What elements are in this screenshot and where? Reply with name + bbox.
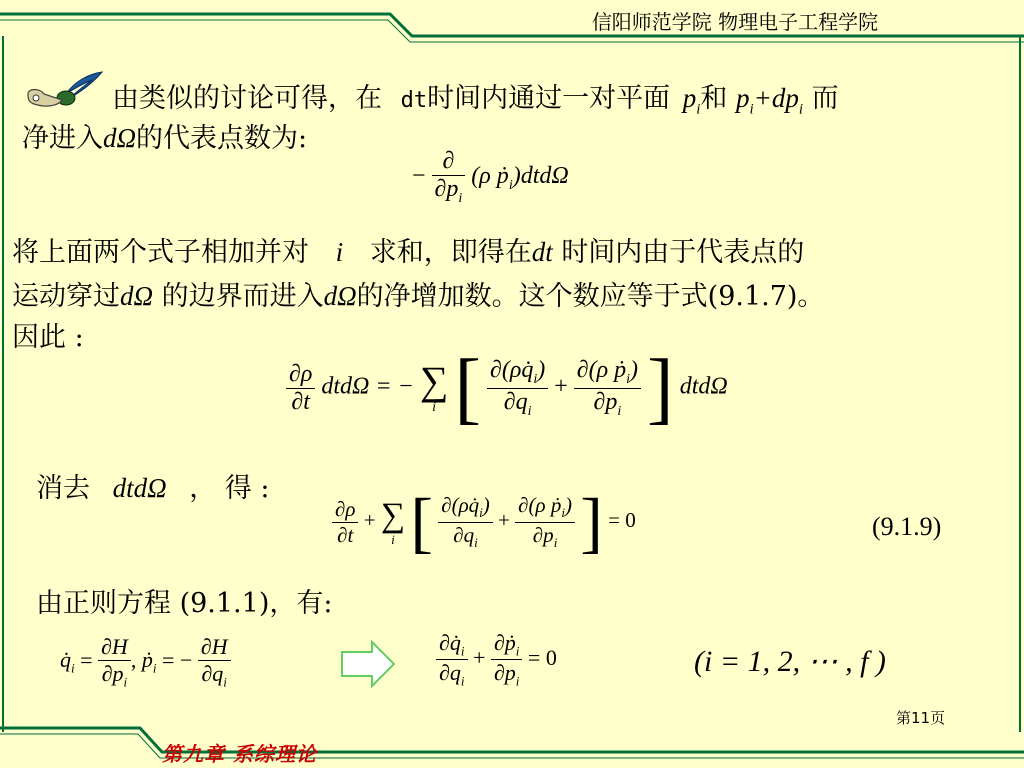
right-arrow-icon xyxy=(340,640,396,688)
paragraph-1-line-2: 净进入dΩ的代表点数为: xyxy=(22,123,308,154)
header-title: 信阳师范学院 物理电子工程学院 xyxy=(591,10,879,34)
paragraph-1-line-1: 由类似的讨论可得，在 dt时间内通过一对平面 $p_i$和 $p_i+dp_i$ 而 xyxy=(112,83,839,118)
equation-canonical: $q̇_i$ = $\frac{\partial H}{\partial p_i}$ , ṗ$_i$ = − $\frac{\partial H}{\partial q_i}$ xyxy=(60,634,231,690)
paragraph-4: 由正则方程 (9.1.1)，有: xyxy=(36,588,333,619)
paragraph-2-line-1: 将上面两个式子相加并对 i 求和，即得在dt 时间内由于代表点的 xyxy=(12,237,805,268)
quill-pen-icon xyxy=(22,68,106,112)
equation-flux-through-pi: − $\frac{\partial}{\partial p_i}$ (ρ ṗ$_i$)dtdΩ xyxy=(412,148,569,206)
equation-divergence-zero: $\frac{\partial q̇_i}{\partial q_i}$ + $\frac{\partial ṗ_i}{\partial p_i}$ = 0 xyxy=(436,630,557,690)
equation-continuity-with-dt: $\frac{\partial\rho}{\partial t}$ dtdΩ = − ∑ i [ $\frac{\partial(\rho q̇_i)}{\partial q_i}$ + $\frac{\partial(\rho ṗ_i)}{\partial p_i}$ ] dtdΩ xyxy=(286,348,728,428)
footer-chapter-title: 第九章 系综理论 xyxy=(162,742,317,766)
page-number: 第11页 xyxy=(896,709,946,727)
equation-index-range: (i = 1, 2, ⋯ , f ) xyxy=(694,645,886,678)
paragraph-3: 消去 dtdΩ ， 得 : xyxy=(36,473,270,504)
equation-number-9-1-9: (9.1.9) xyxy=(872,512,942,541)
paragraph-2-line-3: 因此 : xyxy=(12,322,84,353)
equation-liouville-9-1-9: $\frac{\partial\rho}{\partial t}$ + ∑ i [ $\frac{\partial(\rho q̇_i)}{\partial q_i}$ + $\frac{\partial(\rho ṗ_i)}{\partial p_i}$ ] = 0 xyxy=(332,488,636,556)
paragraph-2-line-2: 运动穿过dΩ 的边界而进入dΩ的净增加数。这个数应等于式(9.1.7)。 xyxy=(12,281,825,312)
